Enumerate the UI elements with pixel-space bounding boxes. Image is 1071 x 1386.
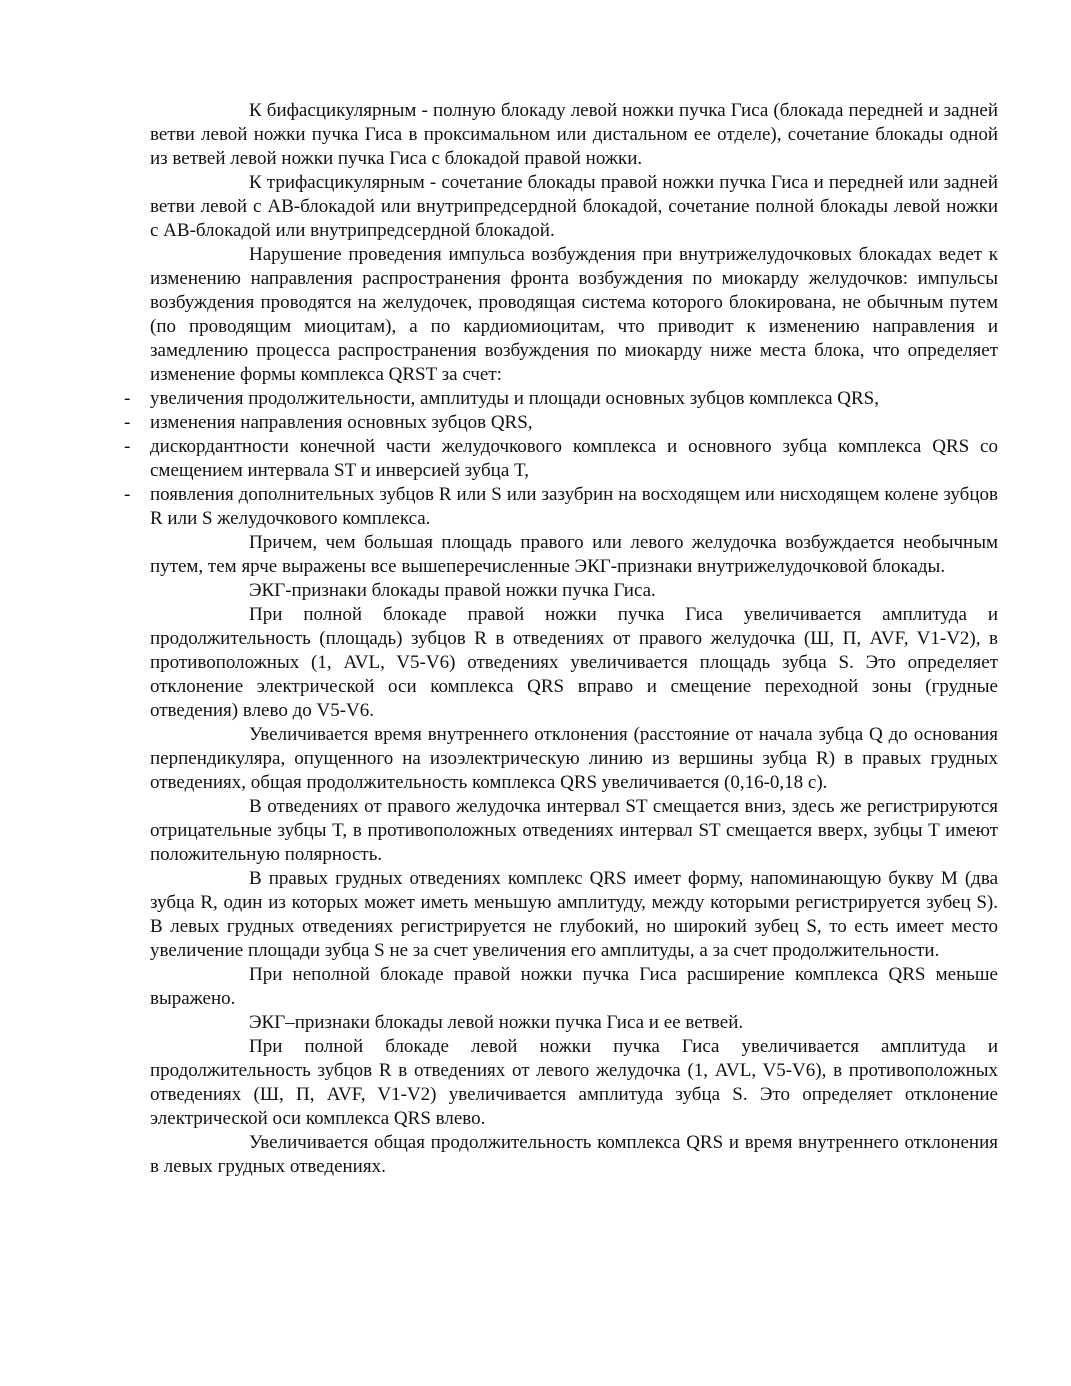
list-item	[124, 435, 998, 483]
section-heading-left-bundle: ЭКГ–признаки блокады левой ножки пучка Гиса и ее ветвей.	[249, 1012, 744, 1033]
list-dash-marker: -	[124, 388, 131, 409]
list-item	[124, 483, 998, 531]
paragraph-bifascicular: К бифасцикулярным - полную блокаду левой ножки пучка Гиса (блокада передней и задней ветви левой ножки пучка Гиса в проксимальном или дистальном ее отделе), сочетание блокады одной из ветвей левой ножки пучка Гиса с блокадой правой ножки.	[150, 100, 998, 169]
paragraph-incomplete-block: При неполной блокаде правой ножки пучка Гиса расширение комплекса QRS меньше выражено.	[150, 964, 998, 1009]
paragraph-area-note: Причем, чем большая площадь правого или левого желудочка возбуждается необычным путем, тем ярче выражены все вышеперечисленные ЭКГ-признаки внутрижелудочковой блокады.	[150, 532, 998, 577]
list-item-text: появления дополнительных зубцов R или S или зазубрин на восходящем или нисходящем колене зубцов R или S желудочкового комплекса.	[150, 484, 998, 529]
list-item-text: увеличения продолжительности, амплитуды и площади основных зубцов комплекса QRS,	[150, 388, 879, 409]
section-heading-right-bundle: ЭКГ-признаки блокады правой ножки пучка Гиса.	[249, 580, 656, 601]
paragraph-conduction-disorder: Нарушение проведения импульса возбуждения при внутрижелудочковых блокадах ведет к изменению направления распространения фронта возбуждения по миокарду желудочков: импульсы возбуждения проводятся на желудочек, проводящая система которого блокирована, не обычным путем (по проводящим миоцитам), а по кардиомиоцитам, что приводит к изменению направления и замедлению процесса распространения возбуждения по миокарду ниже места блока, что определяет изменение формы комплекса QRST за счет:	[150, 244, 998, 385]
list-item	[124, 387, 998, 411]
list-item-text: дискордантности конечной части желудочкового комплекса и основного зубца комплекса QRS со смещением интервала ST и инверсией зубца T,	[150, 436, 998, 481]
document-body	[124, 99, 998, 1179]
paragraph-right-complete-block: При полной блокаде правой ножки пучка Гиса увеличивается амплитуда и продолжительность (площадь) зубцов R в отведениях от правого желудочка (Ш, П, AVF, V1-V2), в противоположных (1, AVL, V5-V6) отведениях увеличивается площадь зубца S. Это определяет отклонение электрической оси комплекса QRS вправо и смещение переходной зоны (грудные отведения) влево до V5-V6.	[150, 604, 998, 721]
list-item-text: изменения направления основных зубцов QRS,	[150, 412, 533, 433]
list-dash-marker: -	[124, 436, 131, 457]
paragraph-st-shift: В отведениях от правого желудочка интервал ST смещается вниз, здесь же регистрируются отрицательные зубцы T, в противоположных отведениях интервал ST смещается вверх, зубцы T имеют положительную полярность.	[150, 796, 998, 865]
paragraph-trifascicular: К трифасцикулярным - сочетание блокады правой ножки пучка Гиса и передней или задней ветви левой с АВ-блокадой или внутрипредсердной блокадой, сочетание полной блокады левой ножки с АВ-блокадой или внутрипредсердной блокадой.	[150, 172, 998, 241]
paragraph-internal-deflection: Увеличивается время внутреннего отклонения (расстояние от начала зубца Q до основания перпендикуляра, опущенного на изоэлектрическую линию из вершины зубца R) в правых грудных отведениях, общая продолжительность комплекса QRS увеличивается (0,16-0,18 с).	[150, 724, 998, 793]
qrst-changes-list	[124, 387, 998, 531]
list-item	[124, 411, 998, 435]
list-dash-marker: -	[124, 484, 131, 505]
paragraph-m-shape: В правых грудных отведениях комплекс QRS имеет форму, напоминающую букву М (два зубца R, один из которых может иметь меньшую амплитуду, между которыми регистрируется зубец S). В левых грудных отведениях регистрируется не глубокий, но широкий зубец S, то есть имеет место увеличение площади зубца S не за счет увеличения его амплитуды, а за счет продолжительности.	[150, 868, 998, 961]
list-dash-marker: -	[124, 412, 131, 433]
paragraph-qrs-duration: Увеличивается общая продолжительность комплекса QRS и время внутреннего отклонения в левых грудных отведениях.	[150, 1132, 998, 1177]
paragraph-left-complete-block: При полной блокаде левой ножки пучка Гиса увеличивается амплитуда и продолжительность зубцов R в отведениях от левого желудочка (1, AVL, V5-V6), в противоположных отведениях (Ш, П, AVF, V1-V2) увеличивается амплитуда зубца S. Это определяет отклонение электрической оси комплекса QRS влево.	[150, 1036, 998, 1129]
